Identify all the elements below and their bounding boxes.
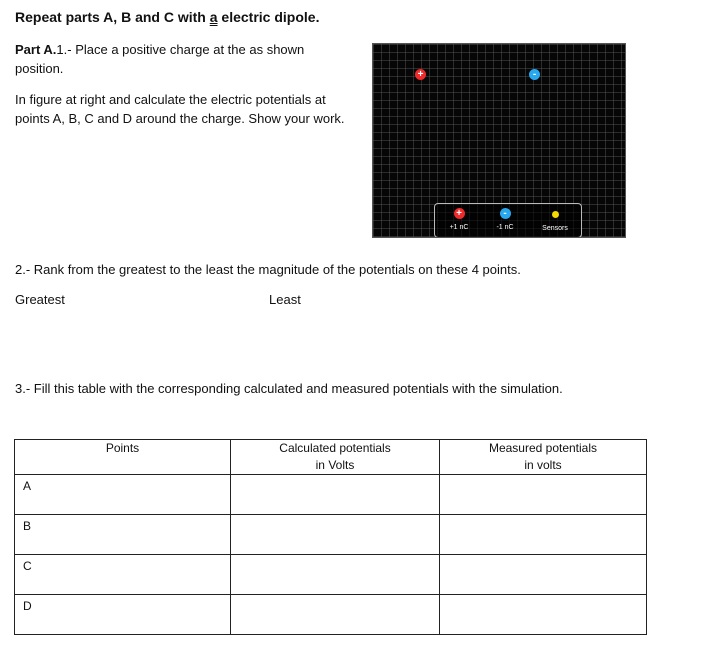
measured-cell[interactable] xyxy=(440,595,647,635)
table-row xyxy=(15,515,647,555)
sensors-label: Sensors xyxy=(542,225,568,232)
calculated-cell[interactable] xyxy=(231,595,440,635)
simulation-canvas[interactable] xyxy=(372,43,626,238)
part-a-label: Part A. xyxy=(15,42,57,57)
positive-charge-tool[interactable] xyxy=(435,208,483,231)
potentials-table xyxy=(14,439,647,635)
part-a-text: Part A.1.- Place a positive charge at the as shown position. xyxy=(15,42,305,76)
rank-least-label: Least xyxy=(269,292,301,307)
table-row xyxy=(15,555,647,595)
sensor-icon xyxy=(552,211,559,218)
point-label: A xyxy=(15,475,231,515)
point-label: B xyxy=(15,515,231,555)
header-measured: Measured potentials in volts xyxy=(440,440,647,475)
header-points: Points xyxy=(15,440,231,475)
plus-charge-icon: + xyxy=(454,208,465,219)
measured-cell[interactable] xyxy=(440,515,647,555)
table-row xyxy=(15,475,647,515)
table-header-row xyxy=(15,440,647,475)
sensors-tool[interactable] xyxy=(531,208,579,232)
minus-charge-icon: - xyxy=(500,208,511,219)
measured-cell[interactable] xyxy=(440,555,647,595)
underlined-word: a xyxy=(209,9,218,25)
negative-charge[interactable]: - xyxy=(529,69,540,80)
rank-greatest-label: Greatest xyxy=(15,292,65,307)
calculated-cell[interactable] xyxy=(231,475,440,515)
negative-charge-label: -1 nC xyxy=(496,224,514,231)
point-label: D xyxy=(15,595,231,635)
table-row xyxy=(15,595,647,635)
charge-toolbox xyxy=(434,203,582,238)
figure-instruction: In figure at right and calculate the electric potentials at points A, B, C and D around the charge. Show your work. xyxy=(15,92,345,126)
positive-charge-label: +1 nC xyxy=(449,224,469,231)
header-calculated: Calculated potentials in Volts xyxy=(231,440,440,475)
question-3: 3.- Fill this table with the corresponding calculated and measured potentials with the simulation. xyxy=(15,381,563,396)
page-title: Repeat parts A, B and C with a electric dipole. xyxy=(15,9,320,25)
question-2: 2.- Rank from the greatest to the least the magnitude of the potentials on these 4 points. xyxy=(15,262,521,277)
positive-charge[interactable]: + xyxy=(415,69,426,80)
point-label: C xyxy=(15,555,231,595)
measured-cell[interactable] xyxy=(440,475,647,515)
calculated-cell[interactable] xyxy=(231,555,440,595)
calculated-cell[interactable] xyxy=(231,515,440,555)
negative-charge-tool[interactable] xyxy=(481,208,529,231)
